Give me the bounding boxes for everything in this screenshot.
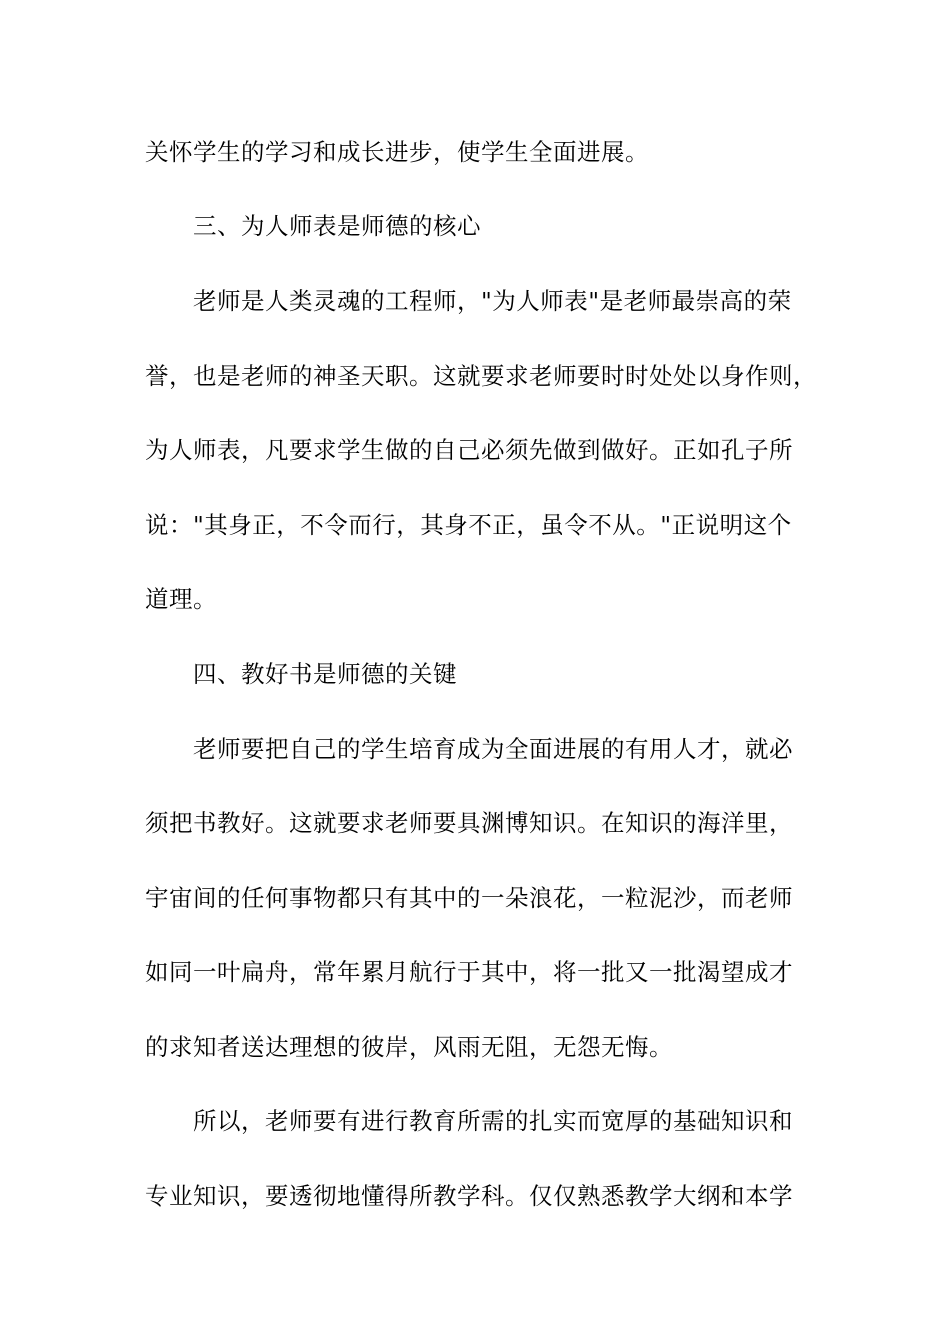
section-heading-three: 三、为人师表是师德的核心 [193,212,481,240]
paragraph-line: 宇宙间的任何事物都只有其中的一朵浪花，一粒泥沙，而老师 [145,884,793,912]
paragraph-line: 誉，也是老师的神圣天职。这就要求老师要时时处处以身作则， [145,362,817,390]
paragraph-line: 如同一叶扁舟，常年累月航行于其中，将一批又一批渴望成才 [145,958,793,986]
paragraph-line: 老师要把自己的学生培育成为全面进展的有用人才，就必 [193,735,793,763]
paragraph-line: 的求知者送达理想的彼岸，风雨无阻，无怨无悔。 [145,1033,673,1061]
paragraph-line: 说："其身正，不令而行，其身不正，虽令不从。"正说明这个 [145,511,792,539]
paragraph-line: 道理。 [145,585,217,613]
paragraph-line: 专业知识，要透彻地懂得所教学科。仅仅熟悉教学大纲和本学 [145,1182,793,1210]
paragraph-line: 为人师表，凡要求学生做的自己必须先做到做好。正如孔子所 [145,436,793,464]
section-heading-four: 四、教好书是师德的关键 [193,660,457,688]
paragraph-continuation-line: 关怀学生的学习和成长进步，使学生全面进展。 [145,138,649,166]
paragraph-line: 老师是人类灵魂的工程师，"为人师表"是老师最崇高的荣 [193,287,792,315]
paragraph-line: 所以，老师要有进行教育所需的扎实而宽厚的基础知识和 [193,1107,793,1135]
paragraph-line: 须把书教好。这就要求老师要具渊博知识。在知识的海洋里， [145,809,793,837]
